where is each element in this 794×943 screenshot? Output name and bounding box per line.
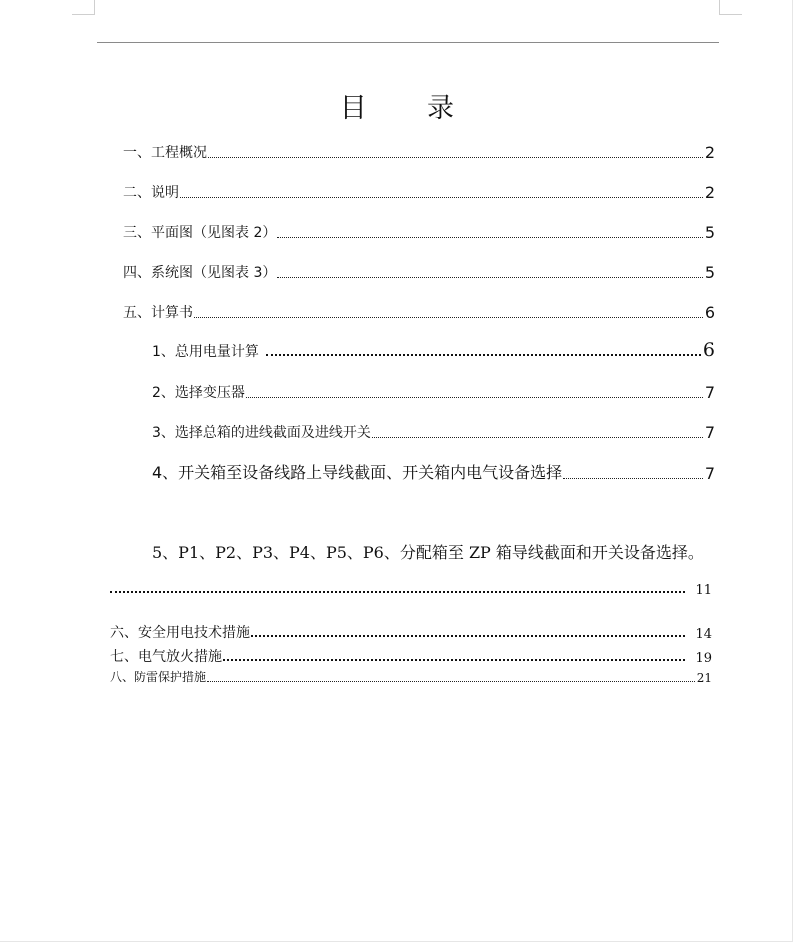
toc-entry-page: 7 — [704, 464, 715, 483]
toc-entry-label: 一、工程概况 — [123, 145, 207, 161]
toc-entry[interactable] — [123, 142, 715, 162]
toc-title-char-1: 目 — [339, 93, 367, 124]
toc-entry-page: 21 — [696, 671, 712, 685]
toc-entry[interactable] — [123, 182, 715, 202]
toc-subentry-label-wrapped[interactable]: 5、P1、P2、P3、P4、P5、P6、分配箱至 ZP 箱导线截面和开关设备选择。 — [152, 543, 704, 562]
toc-subentry[interactable] — [152, 339, 715, 361]
leader-dots — [110, 590, 685, 593]
leader-dots — [246, 396, 703, 398]
toc-entry-page: 14 — [695, 627, 712, 642]
leader-dots — [277, 276, 702, 278]
toc-entry[interactable] — [123, 262, 715, 282]
toc-entry[interactable] — [123, 222, 715, 242]
leader-dots — [194, 316, 703, 318]
leader-dots — [223, 658, 685, 661]
toc-entry-page: 5 — [704, 223, 715, 242]
toc-entry-page: 7 — [704, 423, 715, 442]
leader-dots — [277, 236, 702, 238]
leader-dots — [251, 634, 685, 637]
leader-dots — [266, 353, 701, 356]
leader-dots — [563, 477, 703, 479]
toc-entry-page: 11 — [695, 583, 712, 598]
leader-dots — [180, 196, 703, 198]
leader-dots — [208, 156, 703, 158]
toc-title-char-2: 录 — [427, 93, 455, 124]
toc-entry-label: 二、说明 — [123, 185, 179, 201]
margin-corner-top-left — [72, 0, 95, 15]
toc-entry-page: 7 — [704, 383, 715, 402]
toc-entry-label: 七、电气放火措施 — [110, 649, 222, 665]
toc-entry-page: 2 — [704, 183, 715, 202]
toc-entry-page: 5 — [704, 263, 715, 282]
toc-entry-label: 1、总用电量计算 — [152, 344, 259, 360]
toc-entry[interactable] — [110, 622, 712, 642]
toc-subentry[interactable] — [152, 460, 715, 483]
toc-entry[interactable] — [110, 668, 712, 685]
toc-entry-page: 19 — [695, 651, 712, 666]
toc-subentry[interactable] — [152, 422, 715, 442]
margin-corner-top-right — [719, 0, 742, 15]
header-rule — [97, 42, 719, 43]
toc-entry-label: 4、开关箱至设备线路上导线截面、开关箱内电气设备选择 — [152, 463, 563, 482]
toc-subentry[interactable] — [152, 382, 715, 402]
toc-entry[interactable] — [123, 302, 715, 322]
leader-dots — [372, 436, 703, 438]
toc-entry-label: 四、系统图（见图表 3） — [123, 265, 277, 281]
toc-entry-page: 2 — [704, 143, 715, 162]
toc-entry-label: 六、安全用电技术措施 — [110, 625, 250, 641]
toc-entry-label: 八、防雷保护措施 — [110, 670, 207, 684]
toc-entry-page: 6 — [702, 339, 715, 361]
toc-entry-label: 五、计算书 — [123, 305, 193, 321]
toc-title — [0, 86, 794, 125]
toc-entry-label: 3、选择总箱的进线截面及进线开关 — [152, 425, 371, 441]
toc-subentry-continuation[interactable] — [110, 583, 712, 598]
leader-dots — [207, 680, 695, 682]
toc-entry[interactable] — [110, 646, 712, 666]
toc-entry-label: 2、选择变压器 — [152, 385, 245, 401]
toc-entry-label: 三、平面图（见图表 2） — [123, 225, 277, 241]
toc-entry-page: 6 — [704, 303, 715, 322]
